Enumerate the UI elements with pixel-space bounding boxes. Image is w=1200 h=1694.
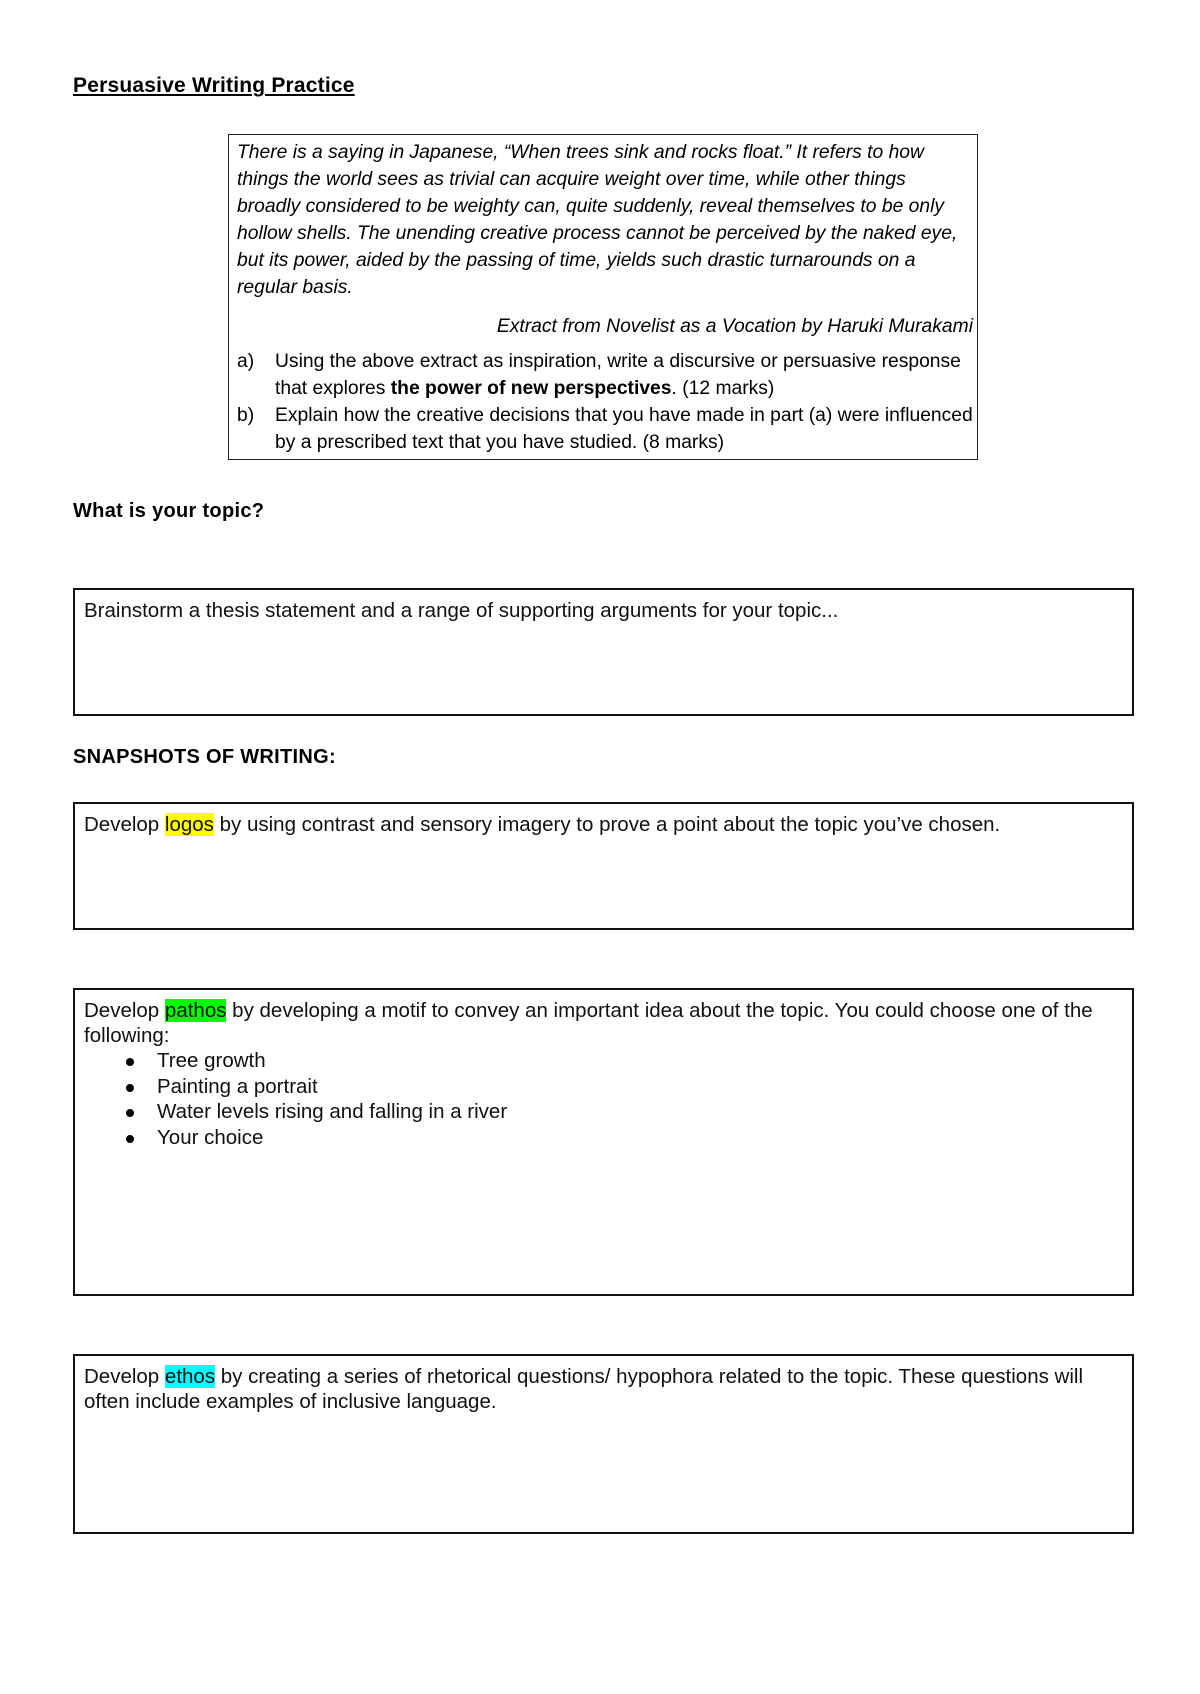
task-a-focus: the power of new perspectives xyxy=(390,378,672,399)
logos-prompt-after: by using contrast and sensory imagery to prove a point about the topic you’ve chosen. xyxy=(213,813,1001,836)
task-b-marker: b) xyxy=(237,405,255,426)
pathos-prompt-after: by developing a motif to convey an important idea about the topic. You could choose one of the following: xyxy=(84,999,1093,1047)
task-a-text xyxy=(275,348,973,402)
motif-options-list xyxy=(84,1048,1124,1150)
task-b-text: Explain how the creative decisions that you have made in part (a) were influenced by a prescribed text that you have studied. (8 marks) xyxy=(275,405,973,453)
extract-box xyxy=(228,134,978,460)
logos-prompt-before: Develop xyxy=(84,813,165,836)
brainstorm-box[interactable] xyxy=(73,588,1134,716)
motif-option-your-choice: Your choice xyxy=(121,1125,1124,1151)
ethos-prompt-after: by creating a series of rhetorical questions/ hypophora related to the topic. These questions will often include examples of inclusive language. xyxy=(84,1365,1084,1413)
task-a-marker: a) xyxy=(237,351,255,372)
pathos-highlight: pathos xyxy=(164,999,227,1022)
topic-question: What is your topic? xyxy=(73,500,265,522)
pathos-prompt-before: Develop xyxy=(84,999,165,1022)
logos-highlight: logos xyxy=(164,813,214,836)
extract-attribution: Extract from Novelist as a Vocation by Haruki Murakami xyxy=(496,316,973,337)
logos-box[interactable] xyxy=(73,802,1134,930)
snapshots-heading: SNAPSHOTS OF WRITING: xyxy=(73,746,336,768)
motif-option-tree-growth: Tree growth xyxy=(121,1048,1124,1074)
brainstorm-prompt: Brainstorm a thesis statement and a range of supporting arguments for your topic... xyxy=(84,599,839,622)
motif-option-water-levels: Water levels rising and falling in a river xyxy=(121,1099,1124,1125)
extract-quote: There is a saying in Japanese, “When trees sink and rocks float.” It refers to how things the world sees as trivial can acquire weight over time, while other things broadly considered to be weighty can, quite suddenly, reveal themselves to be only hollow shells. The unending creative process cannot be perceived by the naked eye, but its power, aided by the passing of time, yields such drastic turnarounds on a regular basis. xyxy=(237,142,958,298)
task-a xyxy=(237,348,973,402)
page-title: Persuasive Writing Practice xyxy=(73,74,355,97)
ethos-box[interactable] xyxy=(73,1354,1134,1534)
pathos-box[interactable] xyxy=(73,988,1134,1296)
task-a-text-before: Using the above extract as inspiration, write a discursive or persuasive response that explores xyxy=(275,351,961,399)
task-b xyxy=(237,402,973,456)
motif-option-painting-portrait: Painting a portrait xyxy=(121,1074,1124,1100)
ethos-prompt-before: Develop xyxy=(84,1365,165,1388)
ethos-highlight: ethos xyxy=(164,1365,216,1388)
task-a-marks: . (12 marks) xyxy=(671,378,775,399)
